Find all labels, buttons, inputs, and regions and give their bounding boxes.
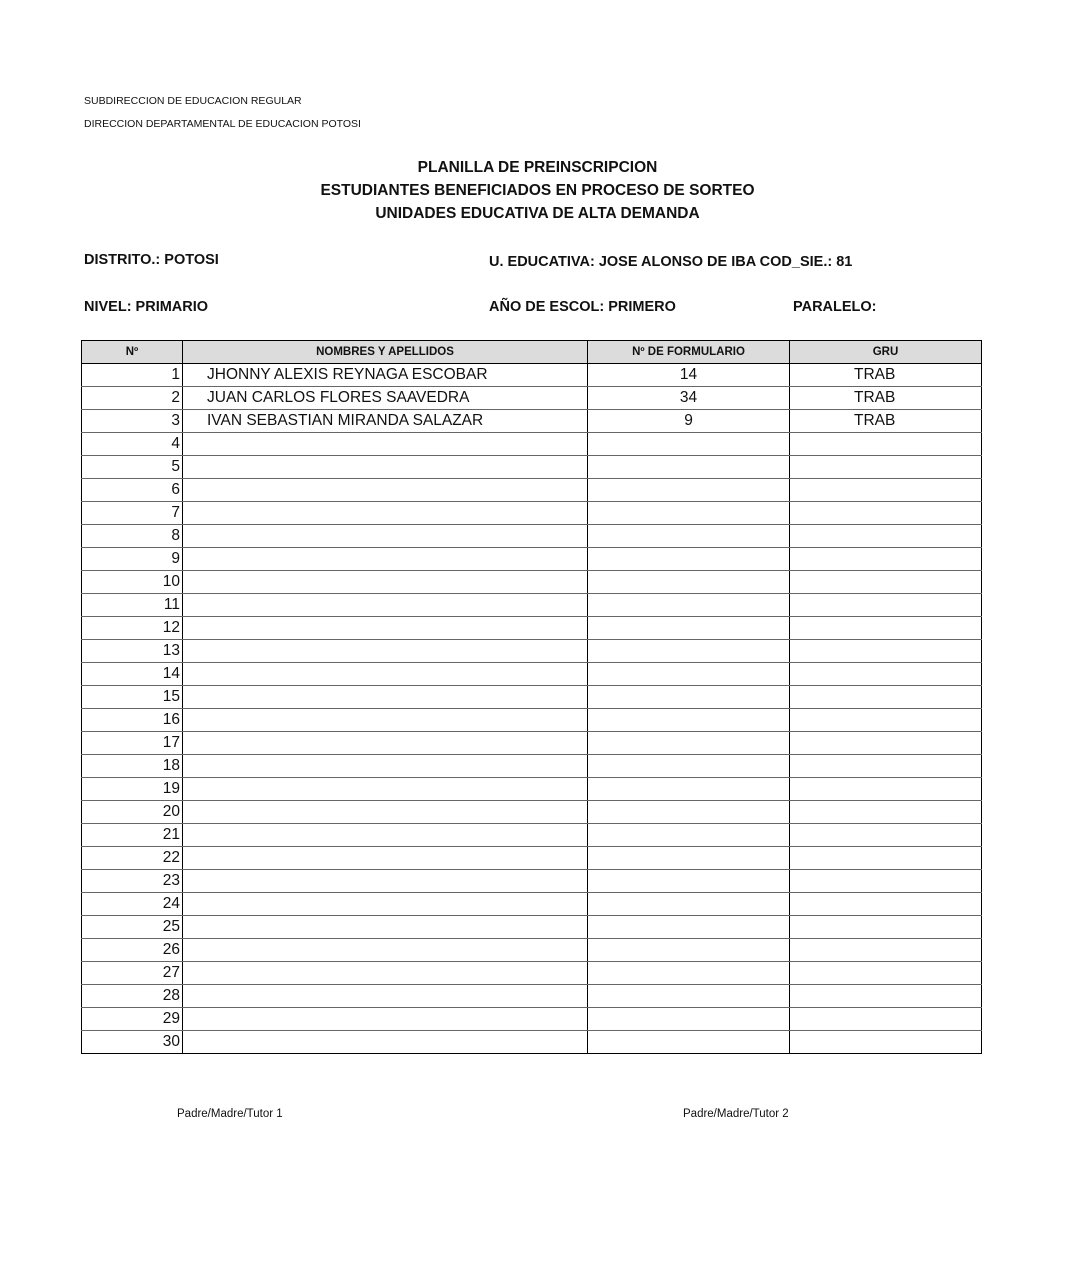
row-name bbox=[183, 916, 588, 939]
table-row bbox=[82, 410, 982, 433]
row-number: 24 bbox=[82, 893, 183, 916]
row-name bbox=[183, 456, 588, 479]
row-name: IVAN SEBASTIAN MIRANDA SALAZAR bbox=[183, 410, 588, 433]
table-row bbox=[82, 456, 982, 479]
row-name bbox=[183, 870, 588, 893]
row-name bbox=[183, 502, 588, 525]
row-group: TRAB bbox=[790, 387, 982, 410]
row-form-number bbox=[588, 525, 790, 548]
row-number: 7 bbox=[82, 502, 183, 525]
row-name bbox=[183, 709, 588, 732]
row-name bbox=[183, 824, 588, 847]
row-group: TRAB bbox=[790, 364, 982, 387]
row-form-number: 9 bbox=[588, 410, 790, 433]
student-table-container bbox=[81, 340, 899, 1056]
row-number: 28 bbox=[82, 985, 183, 1008]
row-name bbox=[183, 571, 588, 594]
row-number: 6 bbox=[82, 479, 183, 502]
row-name bbox=[183, 893, 588, 916]
document-subtitle-2: UNIDADES EDUCATIVA DE ALTA DEMANDA bbox=[375, 205, 700, 222]
row-form-number bbox=[588, 985, 790, 1008]
header-form-number: Nº DE FORMULARIO bbox=[588, 341, 790, 364]
row-name bbox=[183, 847, 588, 870]
row-number: 17 bbox=[82, 732, 183, 755]
row-form-number: 34 bbox=[588, 387, 790, 410]
row-group bbox=[790, 548, 982, 571]
row-number: 21 bbox=[82, 824, 183, 847]
row-number: 13 bbox=[82, 640, 183, 663]
table-header-row bbox=[82, 341, 982, 364]
row-group bbox=[790, 456, 982, 479]
row-group bbox=[790, 502, 982, 525]
row-name: JUAN CARLOS FLORES SAAVEDRA bbox=[183, 387, 588, 410]
row-name bbox=[183, 548, 588, 571]
anio-escolar-label: AÑO DE ESCOL: PRIMERO bbox=[489, 299, 676, 315]
row-group bbox=[790, 824, 982, 847]
row-number: 5 bbox=[82, 456, 183, 479]
row-group bbox=[790, 847, 982, 870]
table-row bbox=[82, 594, 982, 617]
row-number: 29 bbox=[82, 1008, 183, 1031]
row-group bbox=[790, 778, 982, 801]
row-name: JHONNY ALEXIS REYNAGA ESCOBAR bbox=[183, 364, 588, 387]
row-name bbox=[183, 594, 588, 617]
row-number: 14 bbox=[82, 663, 183, 686]
table-row bbox=[82, 663, 982, 686]
row-form-number: 14 bbox=[588, 364, 790, 387]
table-row bbox=[82, 801, 982, 824]
table-row bbox=[82, 985, 982, 1008]
row-form-number bbox=[588, 594, 790, 617]
row-form-number bbox=[588, 732, 790, 755]
row-group bbox=[790, 893, 982, 916]
table-row bbox=[82, 387, 982, 410]
row-form-number bbox=[588, 571, 790, 594]
table-row bbox=[82, 571, 982, 594]
row-form-number bbox=[588, 686, 790, 709]
row-number: 19 bbox=[82, 778, 183, 801]
table-row bbox=[82, 847, 982, 870]
row-name bbox=[183, 778, 588, 801]
table-row bbox=[82, 617, 982, 640]
row-name bbox=[183, 939, 588, 962]
row-number: 25 bbox=[82, 916, 183, 939]
row-form-number bbox=[588, 433, 790, 456]
row-number: 15 bbox=[82, 686, 183, 709]
row-form-number bbox=[588, 916, 790, 939]
row-number: 12 bbox=[82, 617, 183, 640]
row-form-number bbox=[588, 456, 790, 479]
row-number: 16 bbox=[82, 709, 183, 732]
row-group bbox=[790, 732, 982, 755]
row-group bbox=[790, 755, 982, 778]
row-form-number bbox=[588, 870, 790, 893]
table-row bbox=[82, 939, 982, 962]
row-number: 8 bbox=[82, 525, 183, 548]
row-group bbox=[790, 709, 982, 732]
table-row bbox=[82, 364, 982, 387]
table-row bbox=[82, 962, 982, 985]
row-form-number bbox=[588, 939, 790, 962]
row-name bbox=[183, 985, 588, 1008]
row-group bbox=[790, 686, 982, 709]
row-group bbox=[790, 916, 982, 939]
row-name bbox=[183, 640, 588, 663]
header-number: Nº bbox=[82, 341, 183, 364]
table-row bbox=[82, 479, 982, 502]
row-form-number bbox=[588, 778, 790, 801]
row-form-number bbox=[588, 1008, 790, 1031]
row-name bbox=[183, 617, 588, 640]
row-group bbox=[790, 1008, 982, 1031]
row-form-number bbox=[588, 502, 790, 525]
table-row bbox=[82, 502, 982, 525]
table-row bbox=[82, 525, 982, 548]
distrito-label: DISTRITO.: POTOSI bbox=[84, 252, 219, 268]
row-group bbox=[790, 1031, 982, 1054]
table-row bbox=[82, 778, 982, 801]
row-name bbox=[183, 755, 588, 778]
row-number: 9 bbox=[82, 548, 183, 571]
row-group bbox=[790, 663, 982, 686]
row-form-number bbox=[588, 801, 790, 824]
row-group bbox=[790, 594, 982, 617]
table-row bbox=[82, 824, 982, 847]
row-form-number bbox=[588, 548, 790, 571]
row-name bbox=[183, 801, 588, 824]
row-number: 10 bbox=[82, 571, 183, 594]
row-number: 1 bbox=[82, 364, 183, 387]
row-form-number bbox=[588, 962, 790, 985]
row-form-number bbox=[588, 617, 790, 640]
row-form-number bbox=[588, 709, 790, 732]
row-number: 22 bbox=[82, 847, 183, 870]
student-table bbox=[81, 340, 982, 1054]
table-row bbox=[82, 893, 982, 916]
header-line-subdireccion: SUBDIRECCION DE EDUCACION REGULAR bbox=[84, 95, 302, 107]
paralelo-label: PARALELO: bbox=[793, 299, 877, 315]
row-name bbox=[183, 525, 588, 548]
row-name bbox=[183, 686, 588, 709]
row-form-number bbox=[588, 663, 790, 686]
header-names: NOMBRES Y APELLIDOS bbox=[183, 341, 588, 364]
row-number: 27 bbox=[82, 962, 183, 985]
row-number: 4 bbox=[82, 433, 183, 456]
row-number: 18 bbox=[82, 755, 183, 778]
row-group bbox=[790, 870, 982, 893]
row-group bbox=[790, 433, 982, 456]
document-subtitle: ESTUDIANTES BENEFICIADOS EN PROCESO DE SORTEO bbox=[320, 182, 755, 199]
row-name bbox=[183, 433, 588, 456]
row-number: 30 bbox=[82, 1031, 183, 1054]
row-name bbox=[183, 1031, 588, 1054]
header-line-direccion: DIRECCION DEPARTAMENTAL DE EDUCACION POTOSI bbox=[84, 118, 361, 130]
table-row bbox=[82, 916, 982, 939]
row-form-number bbox=[588, 893, 790, 916]
row-form-number bbox=[588, 824, 790, 847]
table-row bbox=[82, 548, 982, 571]
table-row bbox=[82, 870, 982, 893]
signature-tutor-1: Padre/Madre/Tutor 1 bbox=[177, 1108, 283, 1120]
unidad-educativa-label: U. EDUCATIVA: JOSE ALONSO DE IBA COD_SIE.: 81 bbox=[489, 254, 853, 270]
row-name bbox=[183, 962, 588, 985]
row-group bbox=[790, 525, 982, 548]
row-group bbox=[790, 617, 982, 640]
header-group: GRU bbox=[790, 341, 982, 364]
row-number: 11 bbox=[82, 594, 183, 617]
row-name bbox=[183, 663, 588, 686]
row-form-number bbox=[588, 640, 790, 663]
table-row bbox=[82, 1031, 982, 1054]
row-group bbox=[790, 640, 982, 663]
table-row bbox=[82, 640, 982, 663]
table-row bbox=[82, 732, 982, 755]
row-form-number bbox=[588, 755, 790, 778]
signature-tutor-2: Padre/Madre/Tutor 2 bbox=[683, 1108, 789, 1120]
table-row bbox=[82, 1008, 982, 1031]
row-form-number bbox=[588, 479, 790, 502]
row-group bbox=[790, 985, 982, 1008]
table-row bbox=[82, 686, 982, 709]
row-group bbox=[790, 962, 982, 985]
row-number: 26 bbox=[82, 939, 183, 962]
row-number: 20 bbox=[82, 801, 183, 824]
row-name bbox=[183, 732, 588, 755]
row-group bbox=[790, 571, 982, 594]
row-form-number bbox=[588, 1031, 790, 1054]
row-number: 2 bbox=[82, 387, 183, 410]
table-row bbox=[82, 755, 982, 778]
table-row bbox=[82, 709, 982, 732]
document-title: PLANILLA DE PREINSCRIPCION bbox=[417, 159, 658, 176]
nivel-label: NIVEL: PRIMARIO bbox=[84, 299, 209, 315]
row-form-number bbox=[588, 847, 790, 870]
row-number: 23 bbox=[82, 870, 183, 893]
row-name bbox=[183, 1008, 588, 1031]
row-name bbox=[183, 479, 588, 502]
table-row bbox=[82, 433, 982, 456]
row-group: TRAB bbox=[790, 410, 982, 433]
row-group bbox=[790, 939, 982, 962]
row-group bbox=[790, 479, 982, 502]
row-group bbox=[790, 801, 982, 824]
row-number: 3 bbox=[82, 410, 183, 433]
